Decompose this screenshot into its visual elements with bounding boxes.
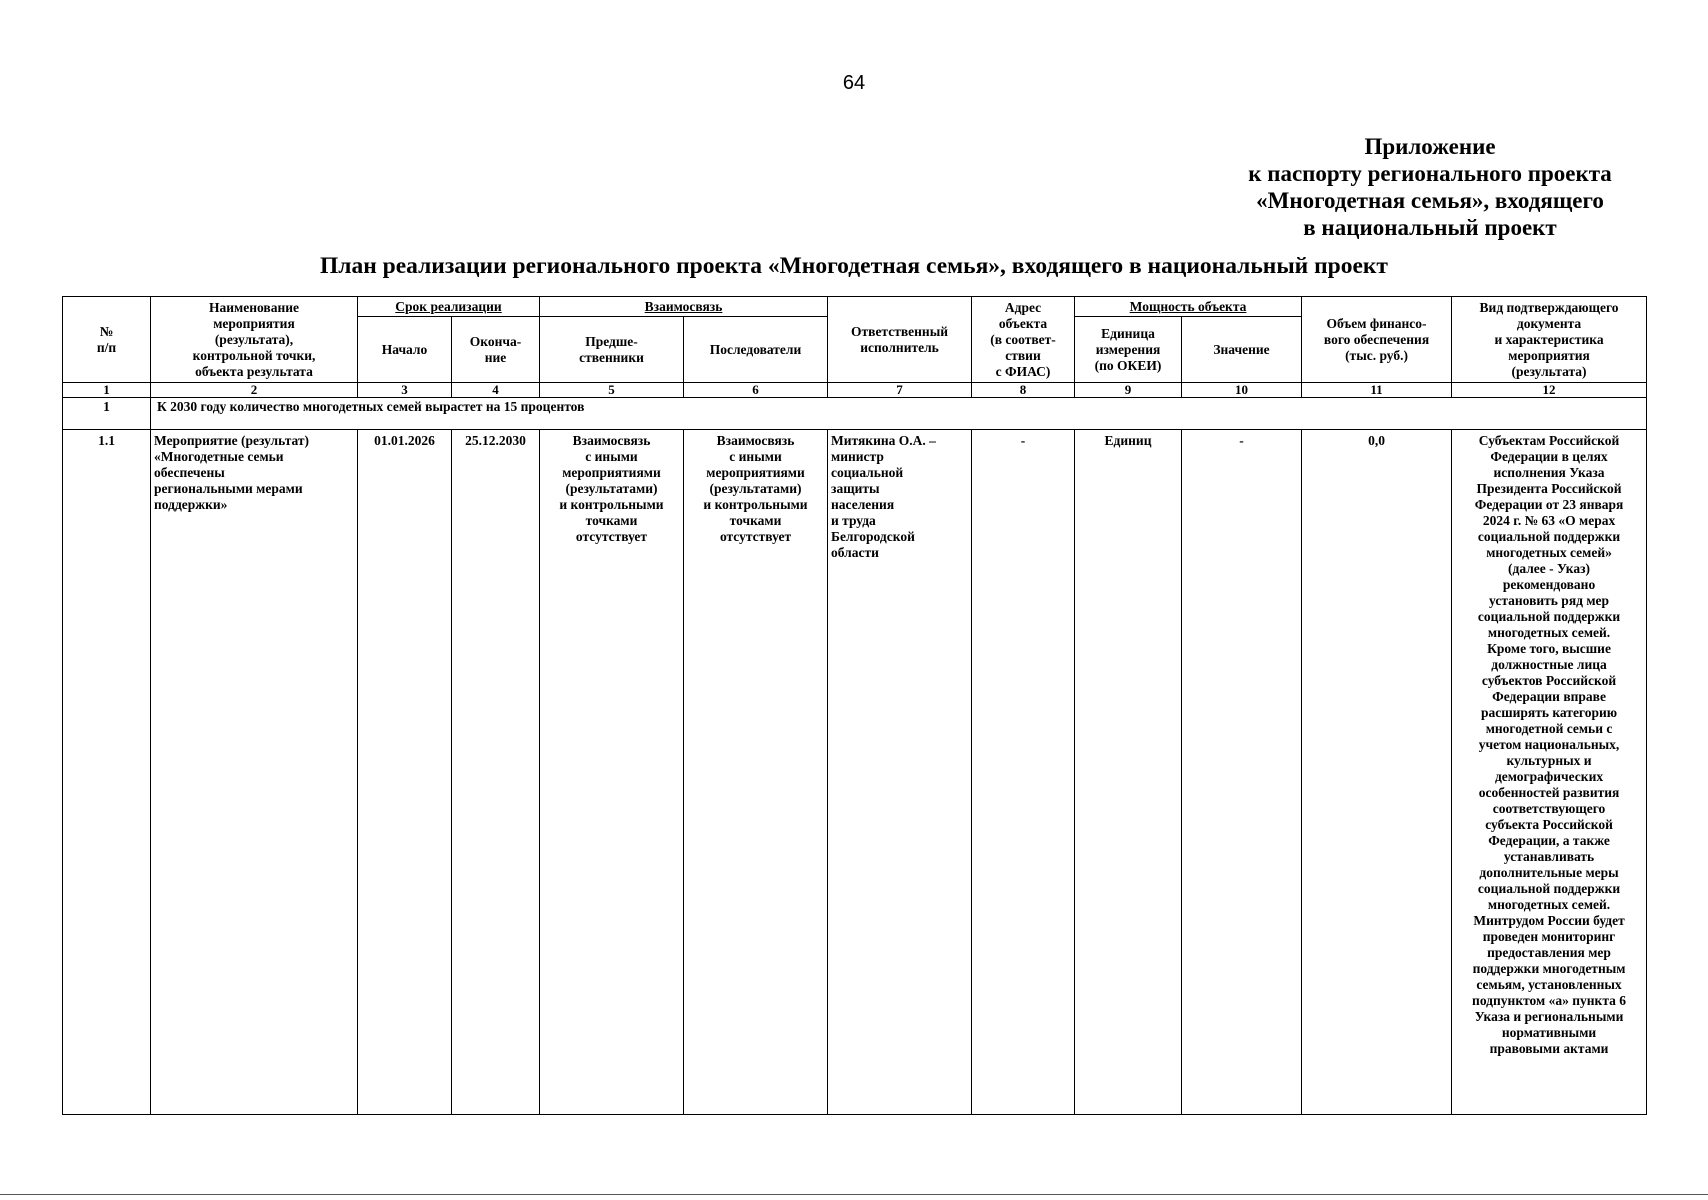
row-value: - <box>1182 430 1302 1115</box>
column-number: 10 <box>1182 383 1302 398</box>
table-row <box>63 430 1647 1115</box>
appendix-line: к паспорту регионального проекта <box>1248 161 1612 186</box>
column-number: 12 <box>1452 383 1647 398</box>
row-start-date: 01.01.2026 <box>358 430 452 1115</box>
column-number: 9 <box>1075 383 1182 398</box>
column-number: 2 <box>151 383 358 398</box>
header-unit: Единица измерения (по ОКЕИ) <box>1075 317 1182 383</box>
header-term-group: Срок реализации <box>358 297 540 317</box>
row-num: 1.1 <box>63 430 151 1115</box>
header-end: Оконча- ние <box>452 317 540 383</box>
row-finance: 0,0 <box>1302 430 1452 1115</box>
header-finance: Объем финансо- вого обеспечения (тыс. руб.) <box>1302 297 1452 383</box>
header-value: Значение <box>1182 317 1302 383</box>
header-address: Адрес объекта (в соответ- ствии с ФИАС) <box>972 297 1075 383</box>
header-executor: Ответственный исполнитель <box>828 297 972 383</box>
header-capacity-group: Мощность объекта <box>1075 297 1302 317</box>
row-end-date: 25.12.2030 <box>452 430 540 1115</box>
column-number: 11 <box>1302 383 1452 398</box>
row-address: - <box>972 430 1075 1115</box>
column-number: 7 <box>828 383 972 398</box>
row-predecessors: Взаимосвязь с иными мероприятиями (результатами) и контрольными точками отсутствует <box>540 430 684 1115</box>
header-predecessors: Предше- ственники <box>540 317 684 383</box>
row-name: Мероприятие (результат) «Многодетные семьи обеспечены региональными мерами поддержки» <box>151 430 358 1115</box>
column-number: 8 <box>972 383 1075 398</box>
column-number: 3 <box>358 383 452 398</box>
page-number: 64 <box>842 72 866 94</box>
column-number: 1 <box>63 383 151 398</box>
goal-num: 1 <box>63 398 151 430</box>
appendix-line: «Многодетная семья», входящего <box>1256 188 1604 213</box>
column-number: 5 <box>540 383 684 398</box>
header-start: Начало <box>358 317 452 383</box>
row-successors: Взаимосвязь с иными мероприятиями (результатами) и контрольными точками отсутствует <box>684 430 828 1115</box>
column-number: 4 <box>452 383 540 398</box>
header-document: Вид подтверждающего документа и характеристика мероприятия (результата) <box>1452 297 1647 383</box>
appendix-line: Приложение <box>1364 134 1496 159</box>
header-successors: Последователи <box>684 317 828 383</box>
row-executor: Митякина О.А. – министр социальной защиты населения и труда Белгородской области <box>828 430 972 1115</box>
header-row <box>63 297 1647 317</box>
row-unit: Единиц <box>1075 430 1182 1115</box>
header-name: Наименование мероприятия (результата), контрольной точки, объекта результата <box>151 297 358 383</box>
page-bottom-rule <box>0 1194 1708 1195</box>
goal-row <box>63 398 1647 430</box>
column-number-row <box>63 383 1647 398</box>
header-link-group: Взаимосвязь <box>540 297 828 317</box>
column-number: 6 <box>684 383 828 398</box>
goal-text: К 2030 году количество многодетных семей вырастет на 15 процентов <box>151 398 1647 430</box>
implementation-plan-table <box>62 296 1647 1115</box>
appendix-heading <box>1210 133 1650 241</box>
document-title: План реализации регионального проекта «Многодетная семья», входящего в национальный проект <box>320 253 1388 279</box>
row-document: Субъектам Российской Федерации в целях исполнения Указа Президента Российской Федерации от 23 января 2024 г. № 63 «О мерах социальной поддержки многодетных семей» (далее - Указ) рекомендовано установить ряд мер социальной поддержки многодетных семей. Кроме того, высшие должностные лица субъектов Российской Федерации вправе расширять категорию многодетной семьи с учетом национальных, культурных и демографических особенностей развития соответствующего субъекта Российской Федерации, а также устанавливать дополнительные меры социальной поддержки многодетных семей. Минтрудом России будет проведен мониторинг предоставления мер поддержки многодетным семьям, установленных подпунктом «а» пункта 6 Указа и региональными нормативными правовыми актами <box>1452 430 1647 1115</box>
header-num: № п/п <box>63 297 151 383</box>
appendix-line: в национальный проект <box>1303 215 1557 240</box>
